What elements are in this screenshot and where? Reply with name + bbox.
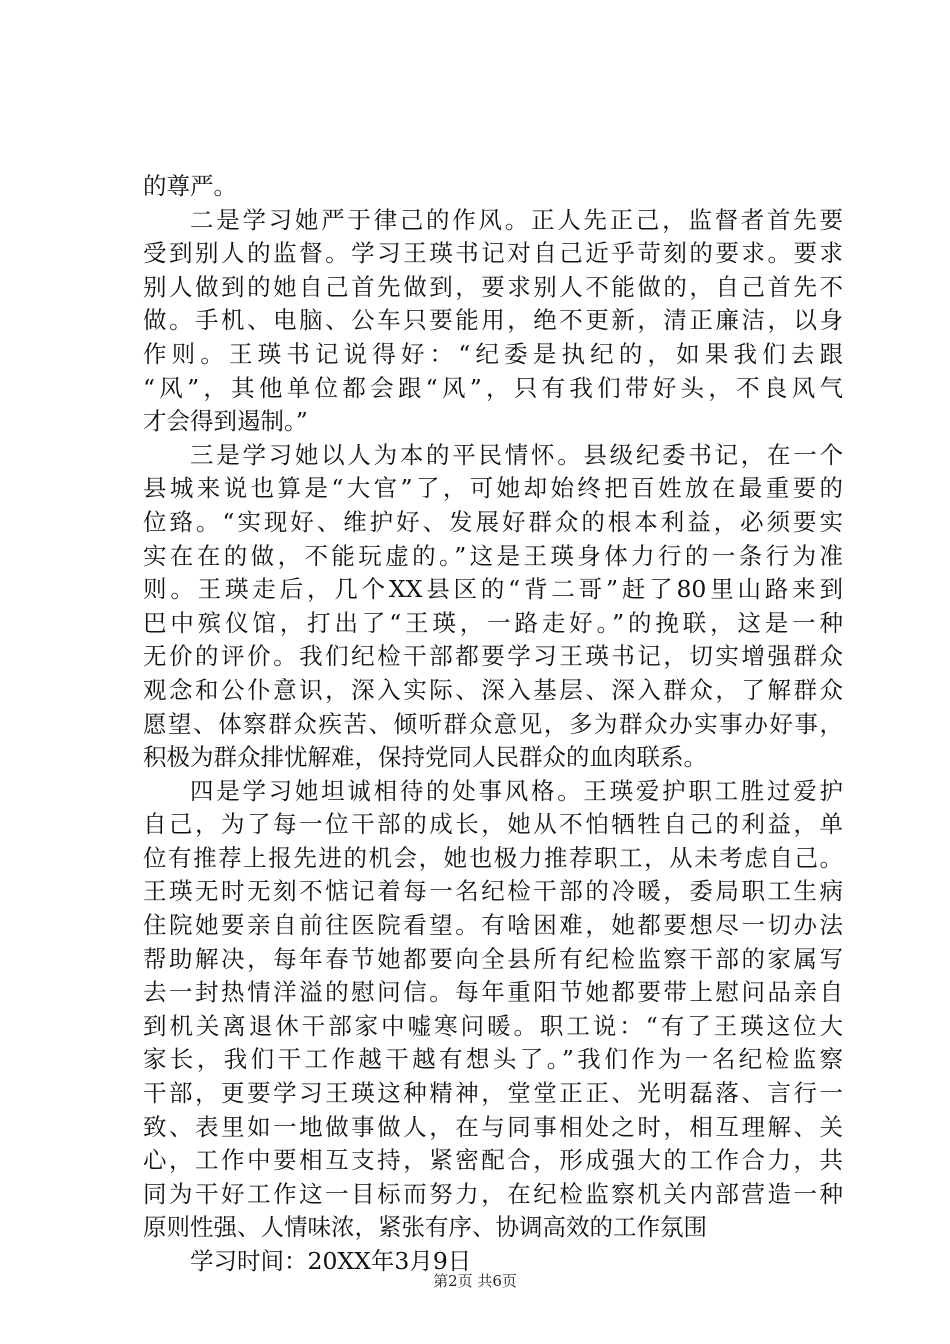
text-line: 别人做到的她自己首先做到，要求别人不能做的，自己首先不: [143, 272, 843, 301]
text-line: 四是学习她坦诚相待的处事风格。王瑛爱护职工胜过爱护: [190, 776, 843, 805]
text-line: 实在在的做，不能玩虚的。”这是王瑛身体力行的一条行为准: [143, 541, 843, 570]
text-line: 致、表里如一地做事做人，在与同事相处之时，相互理解、关: [143, 1112, 843, 1141]
document-body: [143, 170, 843, 1279]
text-line: 积极为群众排忧解难，保持党同人民群众的血肉联系。: [143, 743, 707, 772]
page-footer: 第2页 共6页: [433, 1272, 517, 1290]
text-line: 巴中殡仪馆，打出了“王瑛，一路走好。”的挽联，这是一种: [143, 608, 843, 637]
text-line: 同为干好工作这一目标而努力，在纪检监察机关内部营造一种: [143, 1179, 843, 1208]
text-line: 心，工作中要相互支持，紧密配合，形成强大的工作合力，共: [143, 1146, 843, 1175]
text-line: “风”，其他单位都会跟“风”，只有我们带好头，不良风气: [143, 373, 843, 402]
text-line: 才会得到遏制。”: [143, 407, 308, 436]
text-line: 家长，我们干工作越干越有想头了。”我们作为一名纪检监察: [143, 1045, 843, 1074]
text-line: 做。手机、电脑、公车只要能用，绝不更新，清正廉洁，以身: [143, 306, 843, 335]
text-line: 学习时间：20XX年3月9日: [190, 1247, 472, 1275]
text-line: 住院她要亲自前往医院看望。有啥困难，她都要想尽一切办法: [143, 911, 843, 940]
text-line: 帮助解决，每年春节她都要向全县所有纪检监察干部的家属写: [143, 944, 843, 973]
text-line: 则。王瑛走后，几个XX县区的“背二哥”赶了80里山路来到: [143, 575, 843, 604]
text-line: 三是学习她以人为本的平民情怀。县级纪委书记，在一个: [190, 440, 843, 469]
text-line: 观念和公仆意识，深入实际、深入基层、深入群众，了解群众: [143, 675, 843, 704]
text-line: 位有推荐上报先进的机会，她也极力推荐职工，从未考虑自己。: [143, 843, 843, 872]
text-line: 干部，更要学习王瑛这种精神，堂堂正正、光明磊落、言行一: [143, 1079, 843, 1108]
text-line: 二是学习她严于律己的作风。正人先正己，监督者首先要: [190, 205, 843, 234]
text-line: 的尊严。: [143, 172, 237, 200]
text-line: 无价的评价。我们纪检干部都要学习王瑛书记，切实增强群众: [143, 642, 843, 671]
text-line: 作则。王瑛书记说得好：“纪委是执纪的，如果我们去跟: [143, 339, 843, 368]
text-line: 到机关离退休干部家中嘘寒问暖。职工说：“有了王瑛这位大: [143, 1011, 843, 1040]
text-line: 位臵。“实现好、维护好、发展好群众的根本利益，必须要实: [143, 507, 843, 536]
text-line: 受到别人的监督。学习王瑛书记对自己近乎苛刻的要求。要求: [143, 239, 843, 268]
text-line: 愿望、体察群众疾苦、倾听群众意见，多为群众办实事办好事，: [143, 709, 843, 738]
text-line: 原则性强、人情味浓，紧张有序、协调高效的工作氛围: [143, 1213, 707, 1242]
text-line: 县城来说也算是“大官”了，可她却始终把百姓放在最重要的: [143, 474, 843, 503]
text-line: 自己，为了每一位干部的成长，她从不怕牺牲自己的利益，单: [143, 810, 843, 839]
text-line: 去一封热情洋溢的慰问信。每年重阳节她都要带上慰问品亲自: [143, 978, 843, 1007]
text-line: 王瑛无时无刻不惦记着每一名纪检干部的冷暖，委局职工生病: [143, 877, 843, 906]
